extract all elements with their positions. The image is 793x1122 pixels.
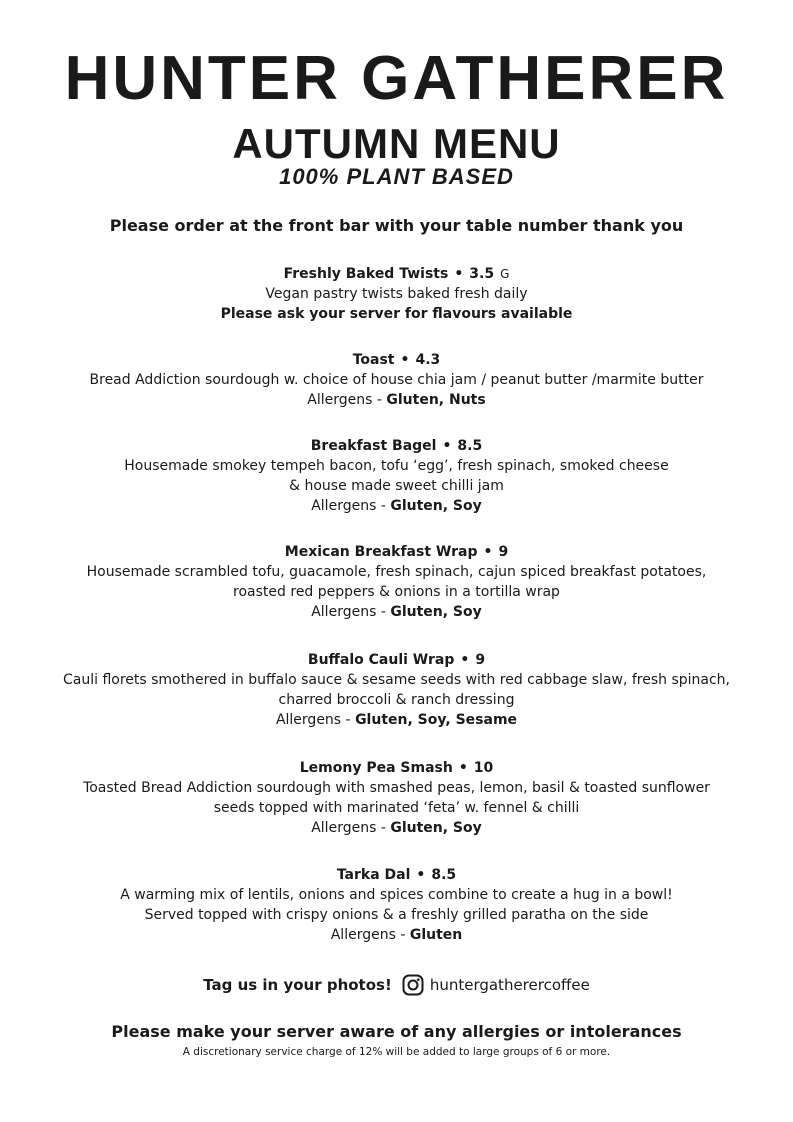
menu-item-allergens xyxy=(0,925,793,945)
menu-item-price: 9 xyxy=(498,544,509,560)
instagram-icon xyxy=(402,974,424,996)
menu-item-description: Vegan pastry twists baked fresh daily xyxy=(265,286,528,302)
menu-item-price: 8.5 xyxy=(431,867,457,883)
allergens-label: Allergens - xyxy=(311,604,386,620)
menu-item-breakfast-bagel xyxy=(0,436,793,516)
menu-item-name: Freshly Baked Twists xyxy=(283,266,449,282)
allergens-values: Gluten, Soy, Sesame xyxy=(355,712,518,728)
brand-title: HUNTER GATHERER xyxy=(64,44,729,113)
tag-us-text: Tag us in your photos! xyxy=(203,976,392,994)
menu-item-buffalo-cauli-wrap xyxy=(0,650,793,730)
menu-item-description: & house made sweet chilli jam xyxy=(289,478,504,494)
allergens-label: Allergens - xyxy=(311,820,386,836)
menu-title: AUTUMN MENU xyxy=(232,120,561,167)
menu-item-name: Tarka Dal xyxy=(336,867,411,883)
menu-item-heading xyxy=(0,865,793,885)
menu-item-note: Please ask your server for flavours available xyxy=(220,306,573,322)
separator-dot: • xyxy=(454,266,464,282)
allergens-values: Gluten xyxy=(409,927,463,943)
allergens-label: Allergens - xyxy=(311,498,386,514)
social-row xyxy=(0,973,793,997)
menu-item-allergens xyxy=(0,710,793,730)
menu-item-allergens xyxy=(0,818,793,838)
menu-item-price: 10 xyxy=(473,760,494,776)
menu-item-toast xyxy=(0,350,793,410)
menu-item-price: 4.3 xyxy=(415,352,441,368)
menu-item-price: 3.5 xyxy=(469,266,495,282)
menu-item-name: Mexican Breakfast Wrap xyxy=(284,544,478,560)
instagram-handle[interactable]: huntergatherercoffee xyxy=(429,976,590,994)
allergens-values: Gluten, Nuts xyxy=(386,392,486,408)
menu-item-description: Toasted Bread Addiction sourdough with smashed peas, lemon, basil & toasted sunflower xyxy=(83,780,710,796)
menu-item-heading xyxy=(0,264,793,284)
menu-item-description: charred broccoli & ranch dressing xyxy=(278,692,515,708)
separator-dot: • xyxy=(400,352,410,368)
allergens-label: Allergens - xyxy=(275,712,351,728)
menu-item-freshly-baked-twists xyxy=(0,264,793,324)
menu-item-heading xyxy=(0,436,793,456)
menu-item-description: Served topped with crispy onions & a freshly grilled paratha on the side xyxy=(144,907,649,923)
allergens-label: Allergens - xyxy=(307,392,382,408)
menu-item-description: Housemade smokey tempeh bacon, tofu ‘egg’, fresh spinach, smoked cheese xyxy=(124,458,669,474)
separator-dot: • xyxy=(460,652,470,668)
menu-item-description: Housemade scrambled tofu, guacamole, fresh spinach, cajun spiced breakfast potatoes, xyxy=(86,564,707,580)
menu-item-name: Lemony Pea Smash xyxy=(299,760,453,776)
menu-subtitle: 100% PLANT BASED xyxy=(279,164,514,189)
menu-item-description: roasted red peppers & onions in a tortilla wrap xyxy=(233,584,560,600)
service-charge-note: A discretionary service charge of 12% will be added to large groups of 6 or more. xyxy=(182,1046,611,1058)
menu-item-name: Toast xyxy=(352,352,395,368)
menu-item-description: seeds topped with marinated ‘feta’ w. fennel & chilli xyxy=(213,800,580,816)
menu-item-name: Breakfast Bagel xyxy=(310,438,437,454)
menu-item-description: Bread Addiction sourdough w. choice of house chia jam / peanut butter /marmite butter xyxy=(89,372,704,388)
allergens-values: Gluten, Soy xyxy=(390,498,482,514)
menu-item-name: Buffalo Cauli Wrap xyxy=(307,652,455,668)
menu-item-tarka-dal xyxy=(0,865,793,945)
separator-dot: • xyxy=(458,760,468,776)
menu-item-price: 9 xyxy=(475,652,486,668)
menu-item-mexican-breakfast-wrap xyxy=(0,542,793,622)
separator-dot: • xyxy=(483,544,493,560)
gluten-tag: G xyxy=(500,267,510,281)
allergens-label: Allergens - xyxy=(330,927,406,943)
menu-item-heading xyxy=(0,542,793,562)
separator-dot: • xyxy=(416,867,426,883)
allergens-values: Gluten, Soy xyxy=(390,820,482,836)
order-instructions: Please order at the front bar with your table number thank you xyxy=(109,216,684,235)
menu-item-allergens xyxy=(0,496,793,516)
separator-dot: • xyxy=(442,438,452,454)
menu-item-allergens xyxy=(0,390,793,410)
menu-item-heading xyxy=(0,650,793,670)
menu-item-heading xyxy=(0,350,793,370)
menu-item-heading xyxy=(0,758,793,778)
menu-item-description: Cauli florets smothered in buffalo sauce & sesame seeds with red cabbage slaw, fresh spinach, xyxy=(62,672,730,688)
menu-item-price: 8.5 xyxy=(457,438,483,454)
allergens-values: Gluten, Soy xyxy=(390,604,482,620)
allergy-notice: Please make your server aware of any allergies or intolerances xyxy=(111,1022,682,1041)
menu-item-lemony-pea-smash xyxy=(0,758,793,838)
menu-item-description: A warming mix of lentils, onions and spices combine to create a hug in a bowl! xyxy=(120,887,673,903)
menu-item-allergens xyxy=(0,602,793,622)
